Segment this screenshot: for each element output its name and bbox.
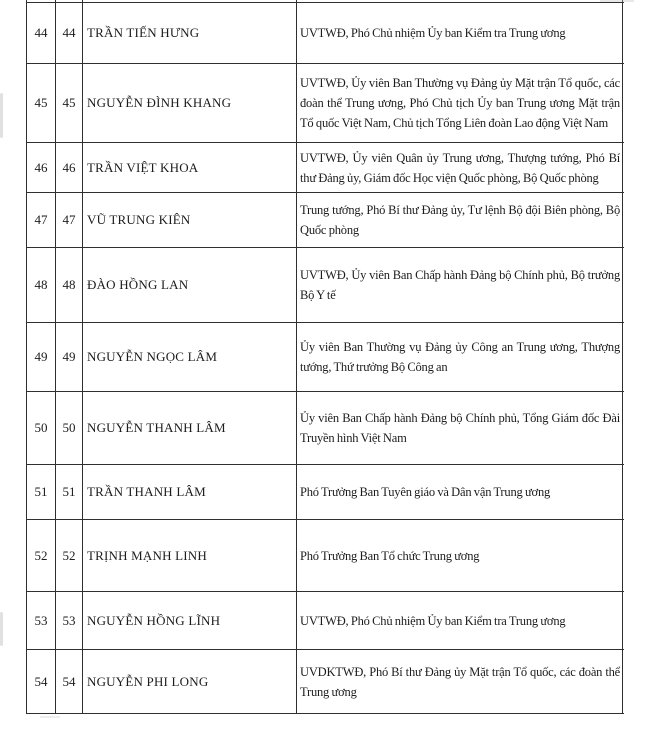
ordinal-cell-2: 46 — [56, 143, 83, 192]
position-text: UVTWĐ, Ủy viên Quân ủy Trung ương, Thượng tướng, Phó Bí thư Đảng ủy, Giám đốc Học viện Quốc phòng, Bộ Quốc phòng — [300, 150, 620, 185]
table-row — [27, 465, 624, 520]
ordinal-cell-2: 48 — [56, 248, 83, 322]
ordinal-cell-2: 52 — [56, 520, 83, 591]
name-cell — [83, 0, 297, 2]
name-cell: VŨ TRUNG KIÊN — [83, 193, 297, 247]
name-cell: NGUYỄN ĐÌNH KHANG — [83, 64, 297, 142]
table-row — [27, 392, 624, 465]
name-cell: TRẦN THANH LÂM — [83, 465, 297, 519]
table-row — [27, 592, 624, 650]
delegates-table — [26, 0, 624, 714]
position-cell — [297, 64, 623, 142]
ordinal-cell-2 — [56, 0, 83, 2]
table-row — [27, 3, 624, 64]
position-text: Trung tướng, Phó Bí thư Đảng ủy, Tư lệnh Bộ đội Biên phòng, Bộ Quốc phòng — [300, 203, 620, 237]
position-text: Phó Trưởng Ban Tổ chức Trung ương — [300, 548, 480, 563]
ordinal-cell: 50 — [27, 392, 56, 464]
position-cell — [297, 248, 623, 322]
name-cell: TRẦN VIỆT KHOA — [83, 143, 297, 192]
table-row — [27, 650, 624, 714]
position-text: UVTWĐ, Phó Chủ nhiệm Ủy ban Kiểm tra Trung ương — [300, 613, 566, 628]
position-cell — [297, 592, 623, 649]
name-cell: ĐÀO HỒNG LAN — [83, 248, 297, 322]
ordinal-cell-2: 44 — [56, 3, 83, 63]
ordinal-cell-2: 45 — [56, 64, 83, 142]
ordinal-cell — [27, 0, 56, 2]
position-text: Ủy viên Ban Chấp hành Đảng bộ Chính phủ, Tổng Giám đốc Đài Truyền hình Việt Nam — [300, 411, 620, 445]
ordinal-cell: 54 — [27, 650, 56, 713]
name-cell: TRẦN TIẾN HƯNG — [83, 3, 297, 63]
ordinal-cell-2: 50 — [56, 392, 83, 464]
table-row — [27, 193, 624, 248]
position-text: UVTWĐ, Phó Chủ nhiệm Ủy ban Kiểm tra Trung ương — [300, 26, 566, 40]
name-cell: NGUYỄN NGỌC LÂM — [83, 323, 297, 391]
position-text: UVDKTWĐ, Phó Bí thư Đảng ủy Mặt trận Tổ quốc, các đoàn thể Trung ương — [300, 664, 620, 699]
name-cell: NGUYỄN PHI LONG — [83, 650, 297, 713]
ordinal-cell: 49 — [27, 323, 56, 391]
scan-artifact — [40, 716, 60, 718]
position-cell — [297, 520, 623, 591]
position-cell — [297, 392, 623, 464]
position-cell — [297, 143, 623, 192]
ordinal-cell: 47 — [27, 193, 56, 247]
name-cell: TRỊNH MẠNH LINH — [83, 520, 297, 591]
ordinal-cell: 53 — [27, 592, 56, 649]
table-row — [27, 323, 624, 392]
ordinal-cell-2: 47 — [56, 193, 83, 247]
position-cell — [297, 3, 623, 63]
ordinal-cell-2: 53 — [56, 592, 83, 649]
position-text: Phó Trưởng Ban Tuyên giáo và Dân vận Trung ương — [300, 485, 551, 499]
position-cell — [297, 193, 623, 247]
ordinal-cell: 48 — [27, 248, 56, 322]
position-cell — [297, 465, 623, 519]
ordinal-cell: 44 — [27, 3, 56, 63]
scan-artifact — [0, 93, 3, 138]
ordinal-cell: 52 — [27, 520, 56, 591]
position-cell — [297, 323, 623, 391]
name-cell: NGUYỄN THANH LÂM — [83, 392, 297, 464]
table-row — [27, 143, 624, 193]
position-text: UVTWĐ, Ủy viên Ban Chấp hành Đảng bộ Chính phủ, Bộ trưởng Bộ Y tế — [300, 268, 620, 302]
ordinal-cell: 51 — [27, 465, 56, 519]
position-text: Ủy viên Ban Thường vụ Đảng ủy Công an Trung ương, Thượng tướng, Thứ trưởng Bộ Công an — [300, 340, 620, 374]
table-row — [27, 64, 624, 143]
ordinal-cell-2: 54 — [56, 650, 83, 713]
table-row — [27, 520, 624, 592]
ordinal-cell: 45 — [27, 64, 56, 142]
table-row — [27, 248, 624, 323]
position-text: UVTWĐ, Ủy viên Ban Thường vụ Đảng ủy Mặt trận Tổ quốc, các đoàn thể Trung ương, Phó Chủ tịch Ủy ban Trung ương Mặt trận Tổ quốc Việt Nam, Chủ tịch Tổng Liên đoàn Lao động Việt Nam — [300, 76, 620, 130]
position-cell — [297, 650, 623, 713]
ordinal-cell-2: 49 — [56, 323, 83, 391]
ordinal-cell-2: 51 — [56, 465, 83, 519]
scan-artifact — [0, 612, 3, 646]
name-cell: NGUYỄN HỒNG LĨNH — [83, 592, 297, 649]
ordinal-cell: 46 — [27, 143, 56, 192]
